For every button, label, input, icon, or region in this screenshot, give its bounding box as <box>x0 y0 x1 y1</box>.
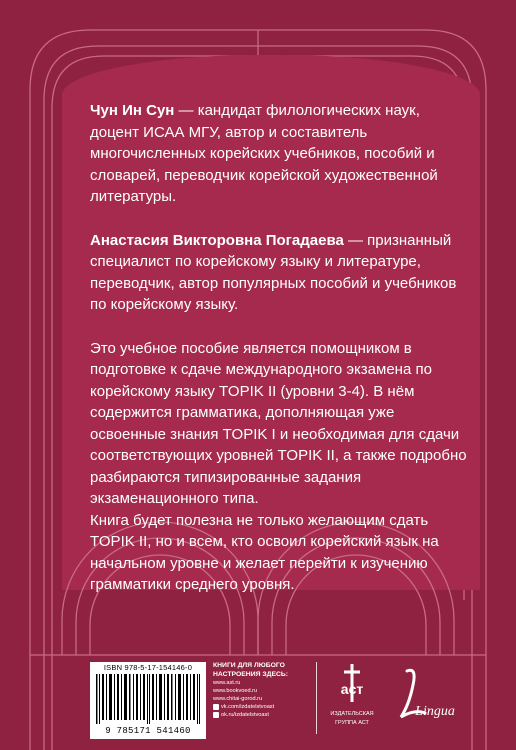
author1-name: Чун Ин Сун <box>90 102 175 119</box>
info-heading-1: КНИГИ ДЛЯ ЛЮБОГО <box>213 662 285 669</box>
description-paragraph-2: Книга будет полезна не только желающим сдать TOPIK II, но и всем, кто освоил корейский язык на начальном уровне и желает перейти к изучению грамматики среднего уровня. <box>90 511 439 593</box>
ast-mark-text: аст <box>340 681 364 697</box>
author2-paragraph <box>90 230 470 316</box>
lingua-logo <box>395 665 465 725</box>
vk-icon <box>213 704 219 710</box>
author2-bio: — признанный специалист по корейскому языку и литературе, переводчик, автор популярных пособий и учебников по корейскому языку. <box>90 231 457 313</box>
cover-text <box>90 100 470 596</box>
publisher-info <box>213 662 313 719</box>
isbn-label: ISBN 978-5-17-154146-0 <box>103 663 193 672</box>
ast-caption-1: ИЗДАТЕЛЬСКАЯ <box>330 711 374 717</box>
logo-divider <box>316 662 317 734</box>
ast-logo <box>322 662 382 727</box>
lingua-text: Lingua <box>415 704 455 719</box>
isbn-barcode <box>90 662 206 739</box>
ok-link: ok.ru/izdatelstvoast <box>221 712 269 718</box>
info-social-ok[interactable] <box>213 711 313 719</box>
info-social-vk[interactable] <box>213 703 313 711</box>
description-paragraph-1: Это учебное пособие является помощником в подготовке к сдаче международного экзамена по корейскому языку TOPIK II (уровни 3-4). В нём содержится грамматика, дополняющая уже освоенные знания TOPIK I и необходимая для сдачи соответствующих уровней TOPIK II, а также подробно разбираются типизированные задания экзаменационного типа. <box>90 339 467 507</box>
info-link-1[interactable]: www.ast.ru <box>213 680 241 686</box>
barcode-bars <box>96 674 200 724</box>
ast-caption-2: ГРУППА АСТ <box>335 720 369 726</box>
author2-name: Анастасия Викторовна Погадаева <box>90 231 344 249</box>
author1-bio: — кандидат филологических наук, доцент ИСАА МГУ, автор и составитель многочисленных корейских учебников, пособий и словарей, переводчик корейской художественной литературы. <box>90 102 438 205</box>
ok-icon <box>213 712 219 718</box>
vk-link: vk.com/izdatelstvoast <box>221 704 275 710</box>
info-link-2[interactable]: www.bookvoed.ru <box>213 688 258 694</box>
barcode-number: 9 785171 541460 <box>105 726 191 736</box>
info-link-3[interactable]: www.chitai-gorod.ru <box>213 696 263 702</box>
ast-logo-mark <box>332 662 372 704</box>
info-heading-2: НАСТРОЕНИЯ ЗДЕСЬ: <box>213 670 289 678</box>
author1-paragraph <box>90 100 470 208</box>
